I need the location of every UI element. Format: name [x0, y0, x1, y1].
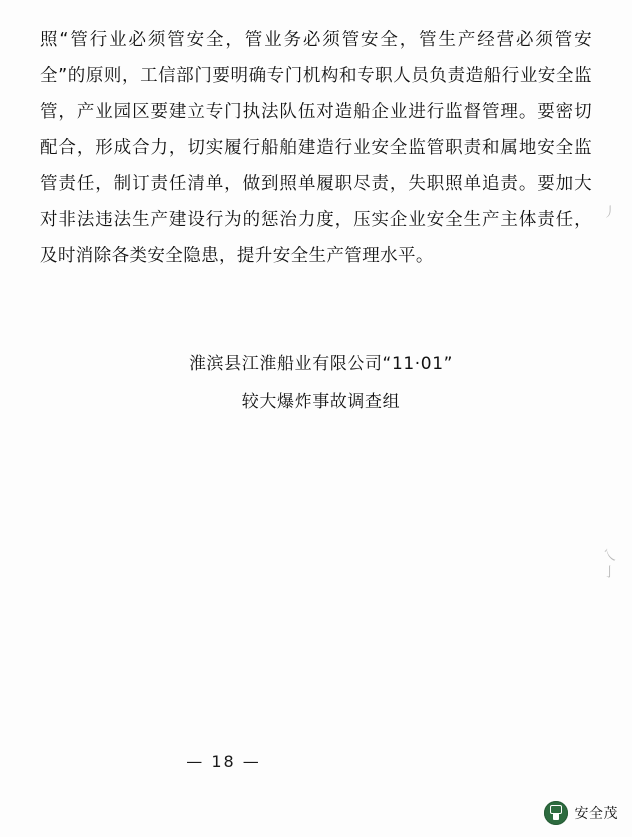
scan-artifact-middle: 乀 亅 [600, 548, 615, 579]
body-paragraph: 照“管行业必须管安全，管业务必须管安全，管生产经营必须管安全”的原则，工信部门要明确专门机构和专职人员负责造船行业安全监管，产业园区要建立专门执法队伍对造船企业进行监督管理。要密切配合，形成合力，切实履行船舶建造行业安全监管职责和属地安全监管责任，制订责任清单，做到照单履职尽责，失职照单追责。要加大对非法违法生产建设行为的惩治力度，压实企业安全生产主体责任，及时消除各类安全隐患，提升安全生产管理水平。 [40, 30, 592, 266]
signature-line-2: 较大爆炸事故调查组 [241, 392, 401, 412]
shield-lock-icon [544, 801, 568, 825]
page-number: — 18 — [186, 752, 261, 771]
signature-line-1: 淮滨县江淮船业有限公司“11·01” [188, 354, 454, 374]
watermark-badge [544, 801, 619, 825]
signature-block [0, 345, 632, 421]
scan-artifact-top: 丿 [600, 205, 615, 218]
body-text-block [40, 22, 592, 274]
watermark-label: 安全茂 [574, 806, 618, 822]
